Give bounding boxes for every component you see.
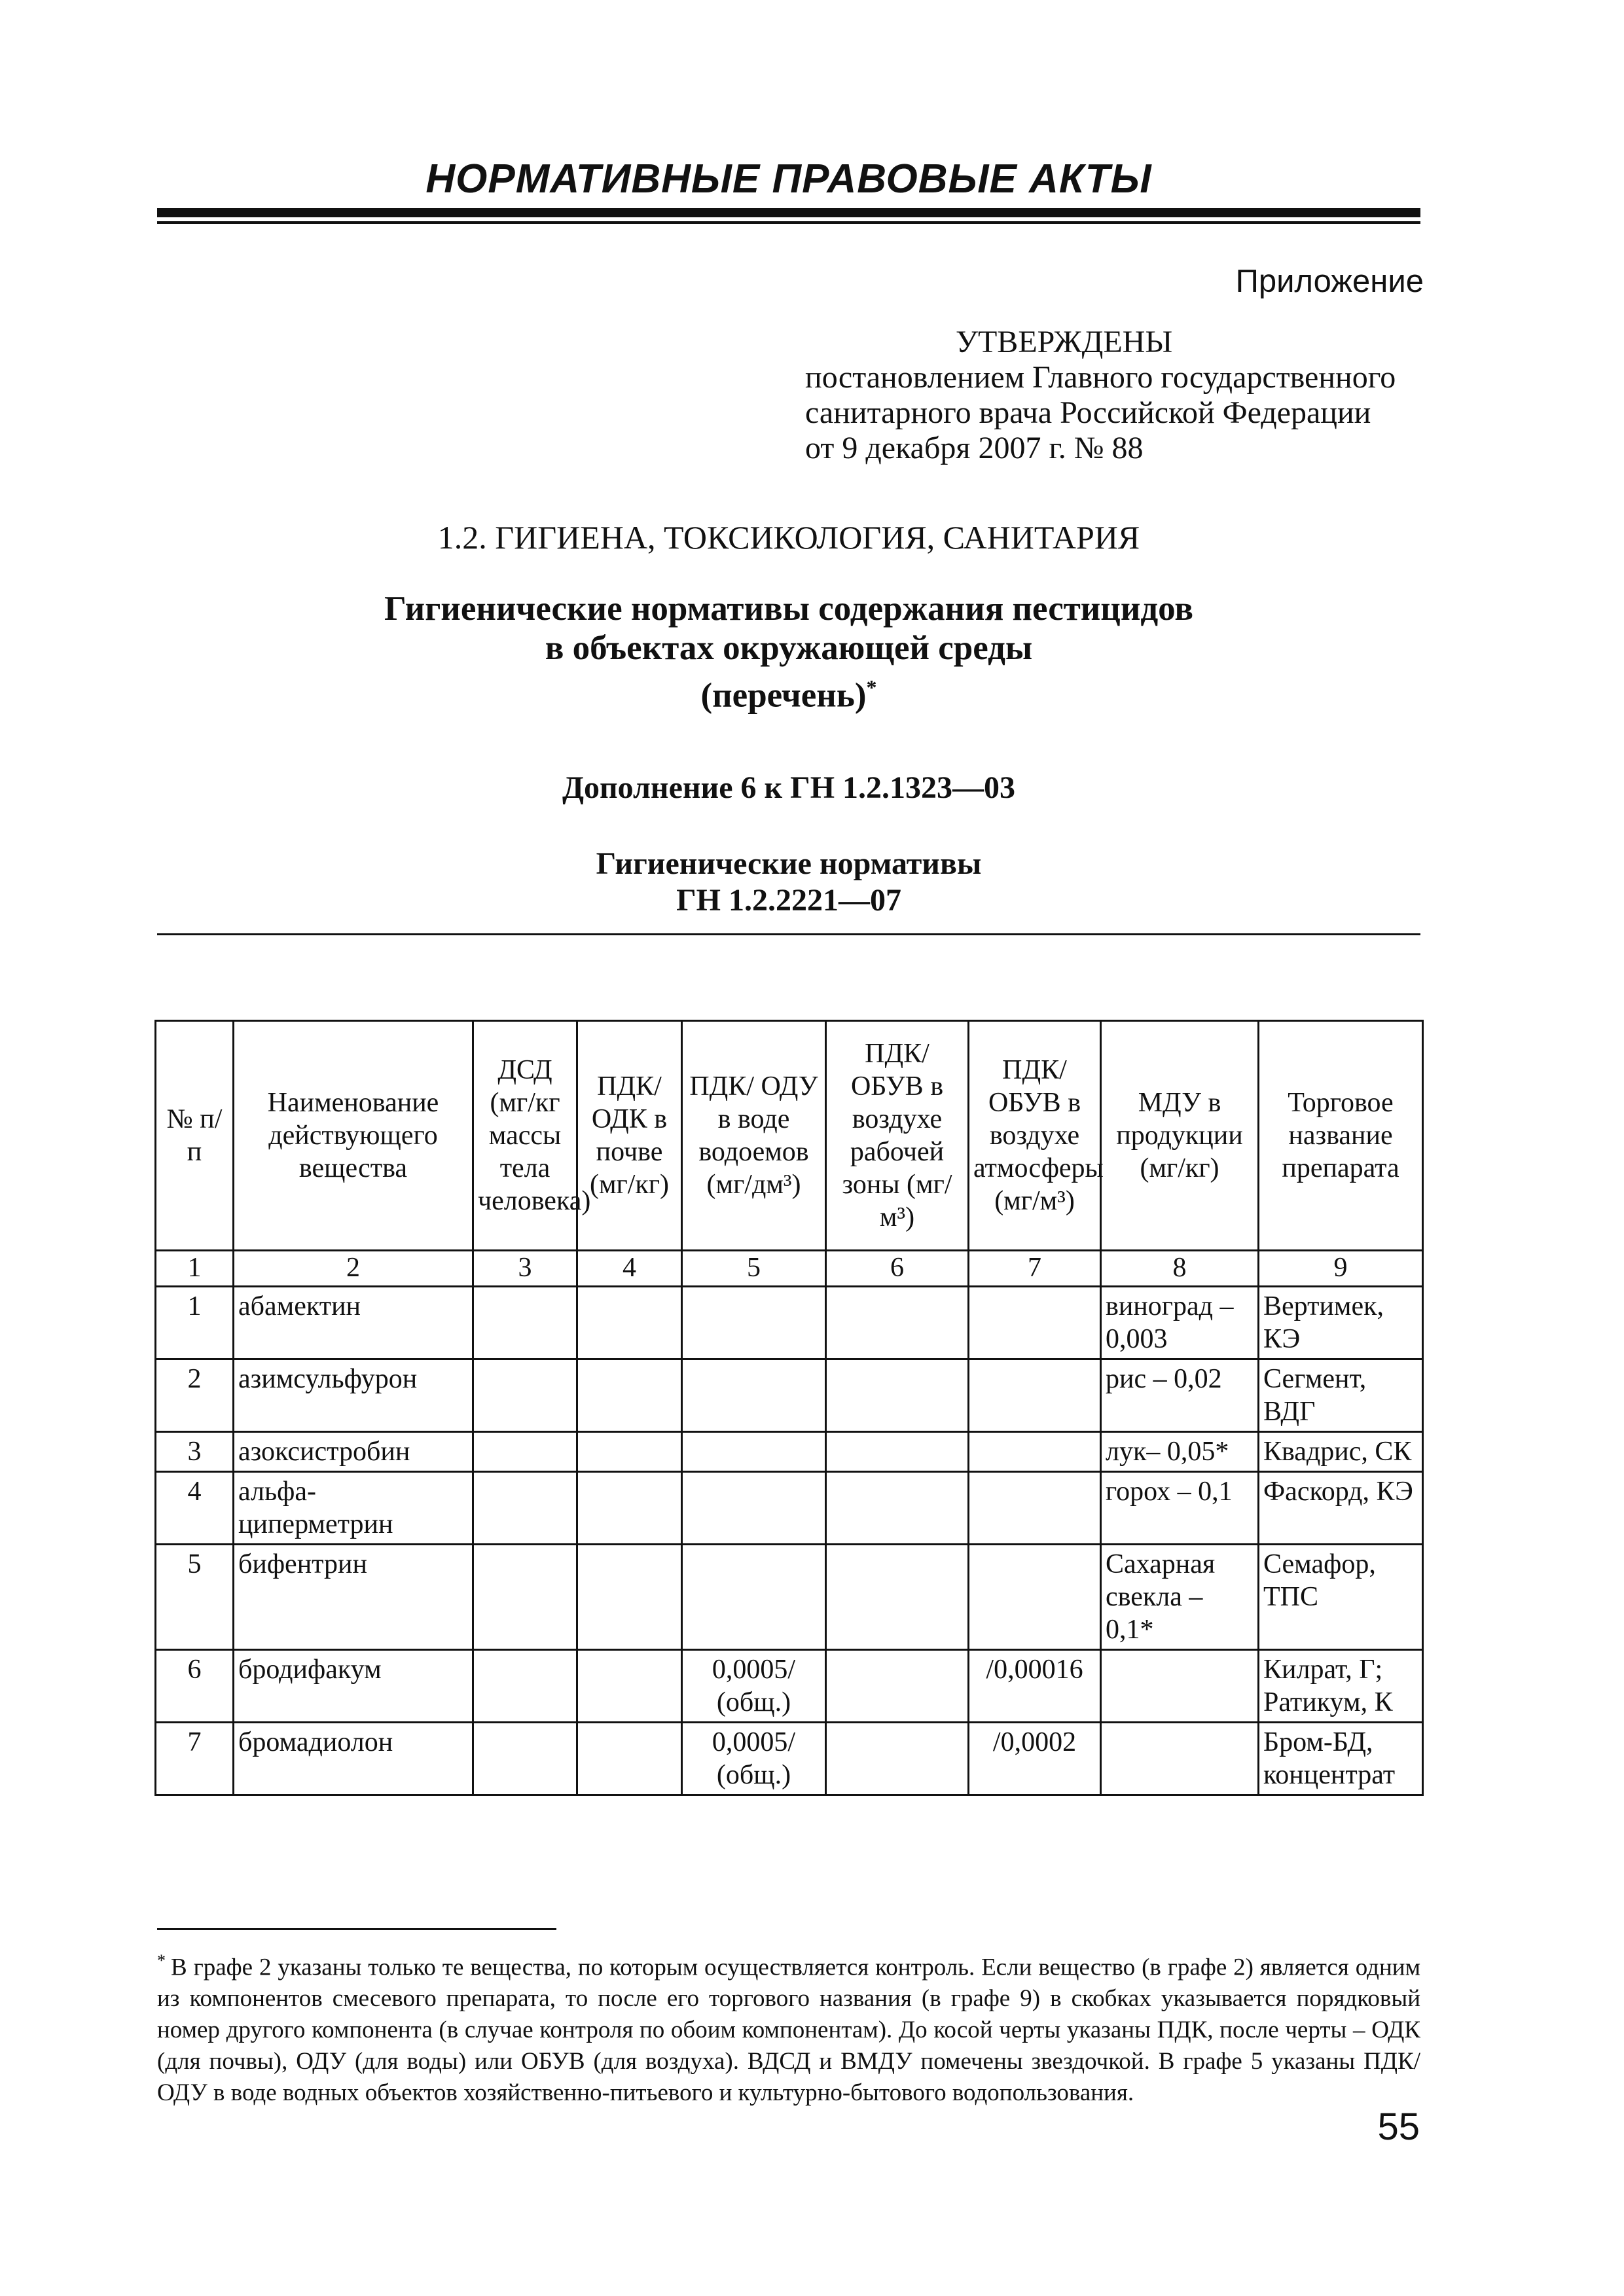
table-row xyxy=(156,1545,1423,1650)
title-rule xyxy=(157,933,1420,935)
row-number-cell: 5 xyxy=(156,1545,234,1650)
substance-cell: азоксистробин xyxy=(234,1432,473,1472)
trade-name-cell: Сегмент, ВДГ xyxy=(1259,1359,1423,1432)
footnote-mark: * xyxy=(866,675,877,699)
air-atm-cell xyxy=(969,1472,1101,1545)
column-number: 4 xyxy=(577,1251,682,1287)
running-header: НОРМАТИВНЫЕ ПРАВОВЫЕ АКТЫ xyxy=(425,156,1152,202)
header-cell-air-atm: ПДК/ ОБУВ в воздухе атмосферы (мг/м³) xyxy=(969,1021,1101,1251)
trade-name-cell: Вертимек, КЭ xyxy=(1259,1287,1423,1359)
column-number: 8 xyxy=(1101,1251,1259,1287)
title-line-text: (перечень) xyxy=(700,676,867,715)
soil-cell xyxy=(577,1650,682,1723)
water-cell: 0,0005/ (общ.) xyxy=(682,1650,826,1723)
trade-name-cell: Килрат, Г; Ратикум, К xyxy=(1259,1650,1423,1723)
column-number-row xyxy=(156,1251,1423,1287)
air-atm-cell xyxy=(969,1359,1101,1432)
norms-heading xyxy=(157,846,1420,919)
air-work-cell xyxy=(826,1650,969,1723)
soil-cell xyxy=(577,1472,682,1545)
title-line: Гигиенические нормативы содержания пестицидов xyxy=(384,590,1193,628)
column-number: 2 xyxy=(234,1251,473,1287)
title-line xyxy=(157,668,1420,715)
norms-code: ГН 1.2.2221—07 xyxy=(676,883,901,918)
appendix-label: Приложение xyxy=(1235,264,1424,299)
substance-cell: бродифакум xyxy=(234,1650,473,1723)
header-cell-no: № п/п xyxy=(156,1021,234,1251)
dsd-cell xyxy=(473,1472,577,1545)
column-number: 3 xyxy=(473,1251,577,1287)
dsd-cell xyxy=(473,1650,577,1723)
mdu-cell: виноград – 0,003 xyxy=(1101,1287,1259,1359)
title-line: в объектах окружающей среды xyxy=(545,629,1033,667)
table-row xyxy=(156,1650,1423,1723)
air-atm-cell xyxy=(969,1432,1101,1472)
trade-name-cell: Бром-БД, концентрат xyxy=(1259,1723,1423,1795)
table-row xyxy=(156,1287,1423,1359)
pesticide-norms-table xyxy=(154,1020,1424,1796)
section-heading: 1.2. ГИГИЕНА, ТОКСИКОЛОГИЯ, САНИТАРИЯ xyxy=(437,519,1140,556)
water-cell xyxy=(682,1359,826,1432)
mdu-cell: рис – 0,02 xyxy=(1101,1359,1259,1432)
header-cell-mdu: МДУ в продукции (мг/кг) xyxy=(1101,1021,1259,1251)
row-number-cell: 1 xyxy=(156,1287,234,1359)
approval-line: постановлением Главного государственного xyxy=(805,360,1396,395)
mdu-cell xyxy=(1101,1650,1259,1723)
column-number: 9 xyxy=(1259,1251,1423,1287)
header-rule-thin xyxy=(157,221,1420,224)
air-work-cell xyxy=(826,1359,969,1432)
table-row xyxy=(156,1432,1423,1472)
table-row xyxy=(156,1359,1423,1432)
row-number-cell: 2 xyxy=(156,1359,234,1432)
air-atm-cell xyxy=(969,1545,1101,1650)
substance-cell: бромадиолон xyxy=(234,1723,473,1795)
footnote-mark: * xyxy=(157,1951,166,1970)
substance-cell: бифентрин xyxy=(234,1545,473,1650)
approval-block xyxy=(805,325,1434,466)
header-cell-soil: ПДК/ ОДК в почве (мг/кг) xyxy=(577,1021,682,1251)
header-cell-substance: Наименование действующего вещества xyxy=(234,1021,473,1251)
table-row xyxy=(156,1472,1423,1545)
footnote-rule xyxy=(157,1928,556,1930)
dsd-cell xyxy=(473,1723,577,1795)
substance-cell: азимсульфурон xyxy=(234,1359,473,1432)
soil-cell xyxy=(577,1359,682,1432)
soil-cell xyxy=(577,1287,682,1359)
row-number-cell: 3 xyxy=(156,1432,234,1472)
soil-cell xyxy=(577,1545,682,1650)
row-number-cell: 7 xyxy=(156,1723,234,1795)
supplement-heading: Дополнение 6 к ГН 1.2.1323—03 xyxy=(562,770,1016,805)
header-rule-thick xyxy=(157,208,1420,217)
column-number: 7 xyxy=(969,1251,1101,1287)
water-cell: 0,0005/ (общ.) xyxy=(682,1723,826,1795)
dsd-cell xyxy=(473,1287,577,1359)
air-atm-cell: /0,00016 xyxy=(969,1650,1101,1723)
air-work-cell xyxy=(826,1287,969,1359)
document-title xyxy=(157,589,1420,715)
water-cell xyxy=(682,1472,826,1545)
air-work-cell xyxy=(826,1432,969,1472)
air-work-cell xyxy=(826,1472,969,1545)
mdu-cell: Сахарная свекла – 0,1* xyxy=(1101,1545,1259,1650)
header-cell-air-work: ПДК/ ОБУВ в воздухе рабочей зоны (мг/м³) xyxy=(826,1021,969,1251)
substance-cell: абамектин xyxy=(234,1287,473,1359)
trade-name-cell: Семафор, ТПС xyxy=(1259,1545,1423,1650)
header-cell-water: ПДК/ ОДУ в воде водоемов (мг/дм³) xyxy=(682,1021,826,1251)
trade-name-cell: Фаскорд, КЭ xyxy=(1259,1472,1423,1545)
page-number: 55 xyxy=(1377,2106,1420,2148)
table-header-row xyxy=(156,1021,1423,1251)
air-work-cell xyxy=(826,1723,969,1795)
approval-heading: УТВЕРЖДЕНЫ xyxy=(956,325,1173,359)
air-atm-cell: /0,0002 xyxy=(969,1723,1101,1795)
water-cell xyxy=(682,1545,826,1650)
footnote-text: В графе 2 указаны только те вещества, по которым осуществляется контроль. Если вещество (в графе 2) является одним из компонентов смесевого препарата, то после его торгового названия (в графе 9) в скобках указывается порядковый номер другого компонента (в случае контроля по обоим компонентам). До косой черты указаны ПДК, после черты – ОДК (для почвы), ОДУ (для воды) или ОБУВ (для воздуха). ВДСД и ВМДУ помечены звездочкой. В графе 5 указаны ПДК/ОДУ в воде водных объектов хозяйственно-питьевого и культурно-бытового водопользования. xyxy=(157,1954,1420,2107)
air-atm-cell xyxy=(969,1287,1101,1359)
approval-line: санитарного врача Российской Федерации xyxy=(805,395,1371,430)
footnote xyxy=(157,1945,1420,2109)
mdu-cell xyxy=(1101,1723,1259,1795)
header-cell-trade: Торговое название препарата xyxy=(1259,1021,1423,1251)
column-number: 5 xyxy=(682,1251,826,1287)
water-cell xyxy=(682,1287,826,1359)
norms-line: Гигиенические нормативы xyxy=(596,846,982,881)
soil-cell xyxy=(577,1723,682,1795)
column-number: 1 xyxy=(156,1251,234,1287)
row-number-cell: 6 xyxy=(156,1650,234,1723)
mdu-cell: лук– 0,05* xyxy=(1101,1432,1259,1472)
soil-cell xyxy=(577,1432,682,1472)
dsd-cell xyxy=(473,1545,577,1650)
header-cell-dsd: ДСД (мг/кг массы тела человека) xyxy=(473,1021,577,1251)
water-cell xyxy=(682,1432,826,1472)
column-number: 6 xyxy=(826,1251,969,1287)
approval-line: от 9 декабря 2007 г. № 88 xyxy=(805,431,1144,465)
substance-cell: альфа-циперметрин xyxy=(234,1472,473,1545)
dsd-cell xyxy=(473,1359,577,1432)
air-work-cell xyxy=(826,1545,969,1650)
row-number-cell: 4 xyxy=(156,1472,234,1545)
table-row xyxy=(156,1723,1423,1795)
trade-name-cell: Квадрис, СК xyxy=(1259,1432,1423,1472)
mdu-cell: горох – 0,1 xyxy=(1101,1472,1259,1545)
dsd-cell xyxy=(473,1432,577,1472)
